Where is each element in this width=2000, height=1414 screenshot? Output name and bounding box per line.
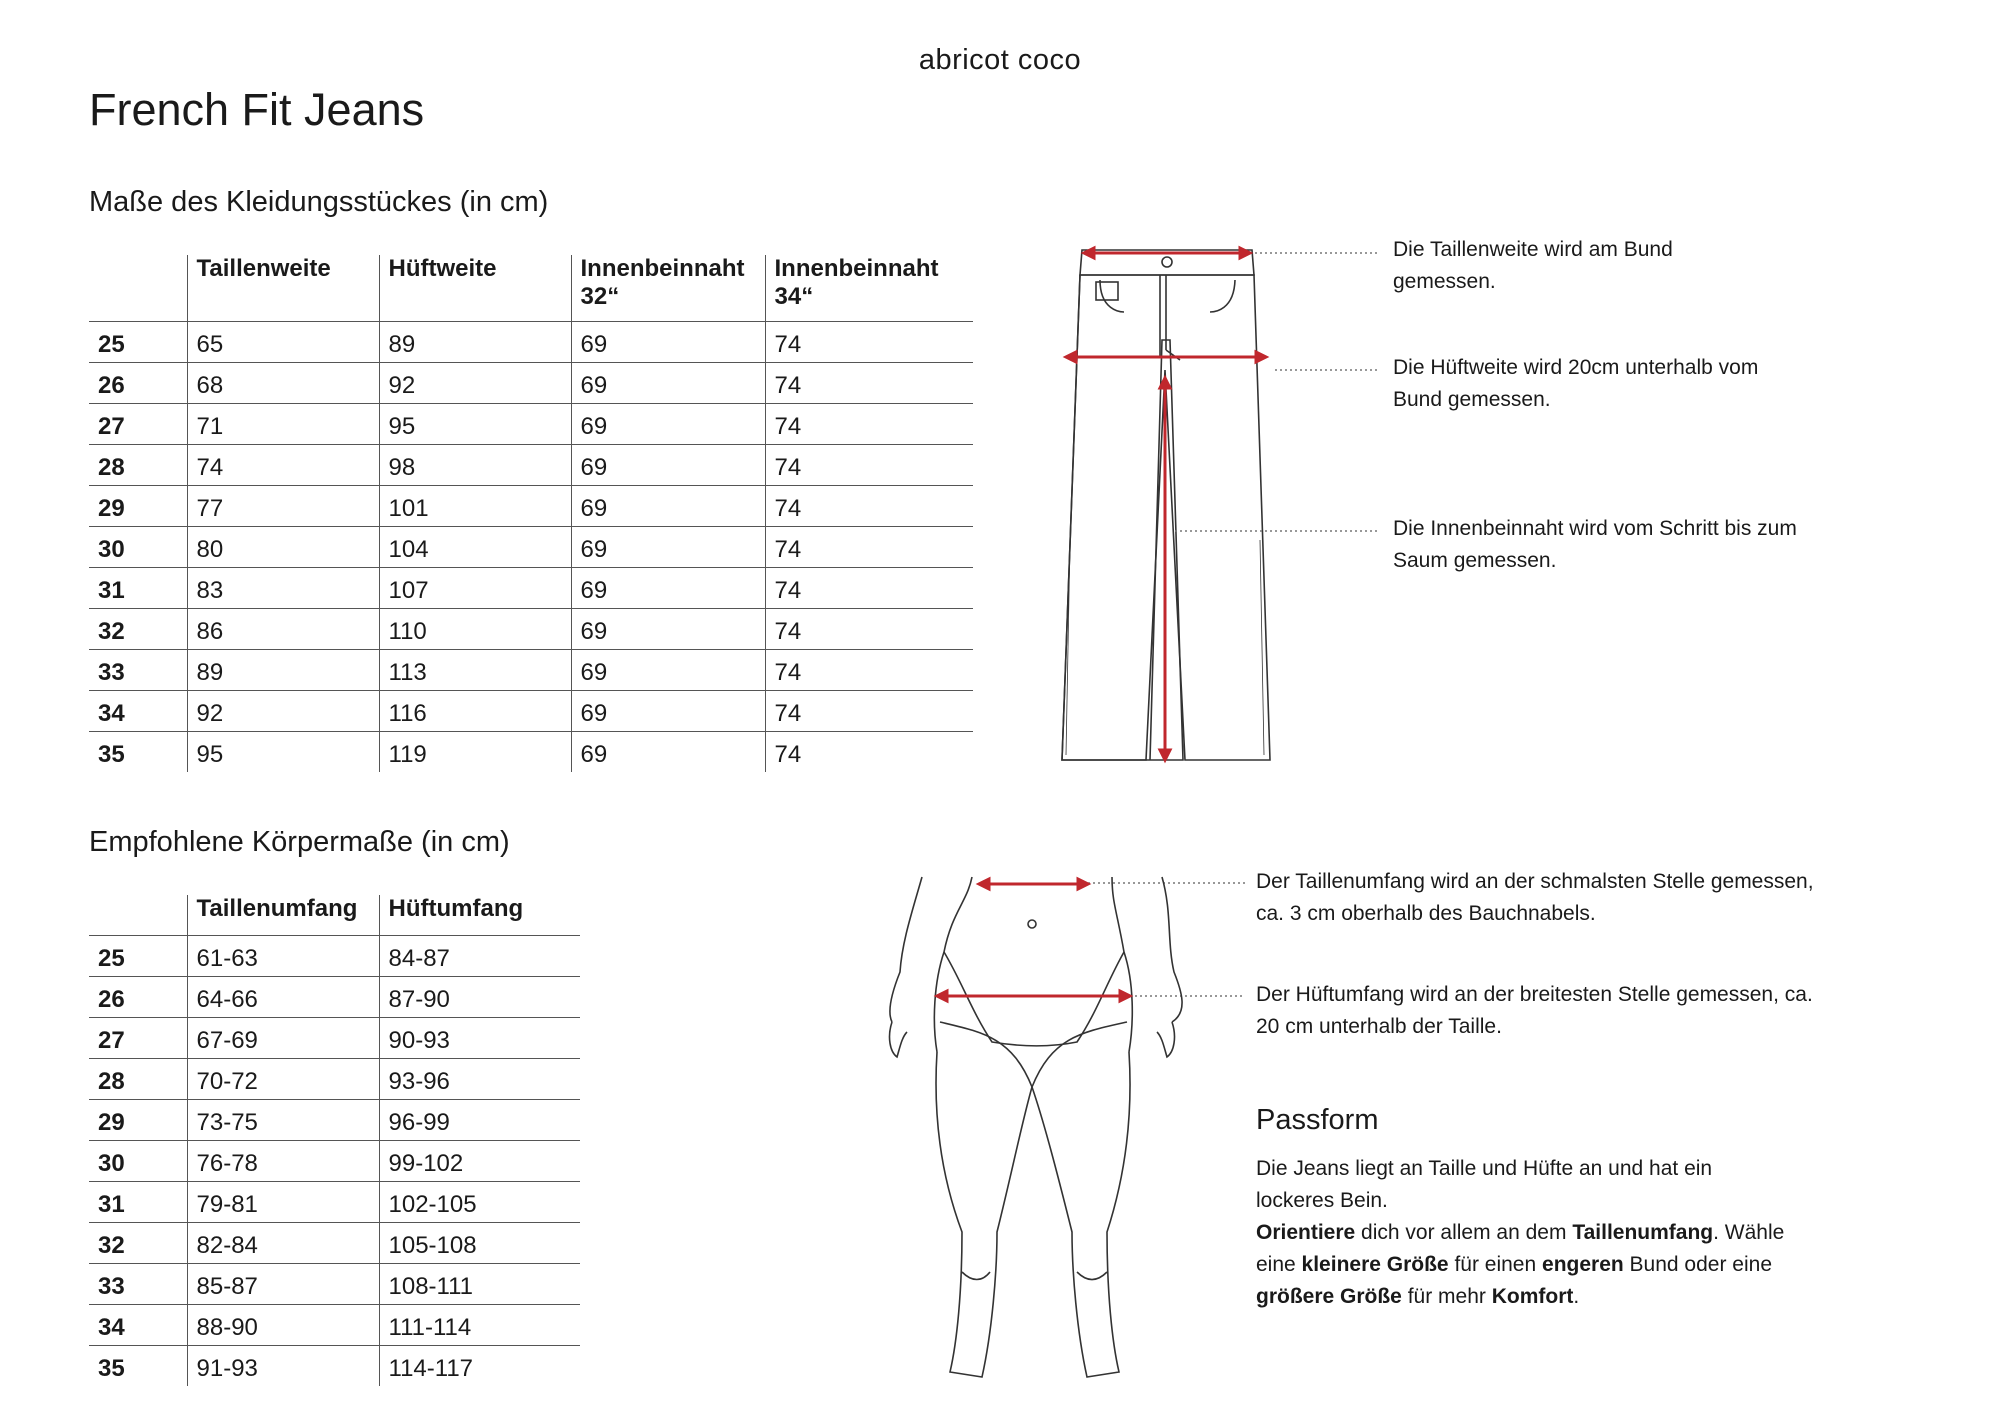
passform-fragment: Taillenumfang <box>1572 1221 1714 1244</box>
table-cell: 116 <box>379 690 571 731</box>
note-taillenweite: Die Taillenweite wird am Bund gemessen. <box>1393 238 1673 293</box>
size-label: 25 <box>89 935 187 976</box>
table-cell: 69 <box>571 567 765 608</box>
size-label: 26 <box>89 362 187 403</box>
table-cell: 85-87 <box>187 1263 379 1304</box>
passform-fragment: engeren <box>1542 1253 1624 1276</box>
size-label: 29 <box>89 485 187 526</box>
table-cell: 114-117 <box>379 1345 580 1386</box>
table-cell: 74 <box>765 485 973 526</box>
table-cell: 74 <box>765 526 973 567</box>
size-label: 26 <box>89 976 187 1017</box>
table-cell: 98 <box>379 444 571 485</box>
table-cell: 95 <box>187 731 379 772</box>
table-cell: 101 <box>379 485 571 526</box>
table-cell: 91-93 <box>187 1345 379 1386</box>
table-cell: 69 <box>571 485 765 526</box>
table-cell: 92 <box>379 362 571 403</box>
table-cell: 74 <box>765 321 973 362</box>
table-cell: 77 <box>187 485 379 526</box>
passform-fragment: kleinere Größe <box>1301 1253 1449 1276</box>
table-cell: 76-78 <box>187 1140 379 1181</box>
table-cell: 96-99 <box>379 1099 580 1140</box>
table-cell: 102-105 <box>379 1181 580 1222</box>
column-header: Innenbeinnaht 34“ <box>765 255 973 321</box>
table-cell: 74 <box>765 444 973 485</box>
table-cell: 107 <box>379 567 571 608</box>
passform-text-1: Die Jeans liegt an Taille und Hüfte an und hat ein lockeres Bein. <box>1256 1157 1713 1212</box>
note-hueftumfang: Der Hüftumfang wird an der breitesten Stelle gemessen, ca. 20 cm unterhalb der Taille. <box>1256 983 1813 1038</box>
size-label: 28 <box>89 1058 187 1099</box>
table-cell: 71 <box>187 403 379 444</box>
table-cell: 74 <box>765 649 973 690</box>
table-cell: 105-108 <box>379 1222 580 1263</box>
passform-fragment: dich vor allem an dem <box>1355 1221 1573 1244</box>
note-taillenumfang: Der Taillenumfang wird an der schmalsten Stelle gemessen, ca. 3 cm oberhalb des Bauchnabels. <box>1256 870 1814 925</box>
table-cell: 82-84 <box>187 1222 379 1263</box>
table-cell: 92 <box>187 690 379 731</box>
table-cell: 80 <box>187 526 379 567</box>
table-cell: 74 <box>765 403 973 444</box>
column-header: Taillenumfang <box>187 895 379 935</box>
garment-heading: Maße des Kleidungsstückes (in cm) <box>89 186 549 218</box>
size-label: 30 <box>89 1140 187 1181</box>
table-cell: 110 <box>379 608 571 649</box>
size-label: 35 <box>89 1345 187 1386</box>
passform-fragment: größere Größe <box>1256 1285 1402 1308</box>
note-hueftweite: Die Hüftweite wird 20cm unterhalb vom Bund gemessen. <box>1393 356 1759 411</box>
table-cell: 68 <box>187 362 379 403</box>
table-cell: 65 <box>187 321 379 362</box>
table-cell: 111-114 <box>379 1304 580 1345</box>
passform-fragment: . <box>1573 1285 1580 1308</box>
size-label: 27 <box>89 1017 187 1058</box>
column-header: Hüftumfang <box>379 895 580 935</box>
size-label: 25 <box>89 321 187 362</box>
passform-fragment: für mehr <box>1401 1285 1492 1308</box>
column-header: Taillenweite <box>187 255 379 321</box>
size-label: 31 <box>89 1181 187 1222</box>
table-cell: 61-63 <box>187 935 379 976</box>
table-cell: 69 <box>571 362 765 403</box>
size-label: 34 <box>89 690 187 731</box>
size-label: 35 <box>89 731 187 772</box>
table-cell: 79-81 <box>187 1181 379 1222</box>
table-cell: 69 <box>571 444 765 485</box>
size-label: 34 <box>89 1304 187 1345</box>
table-cell: 87-90 <box>379 976 580 1017</box>
passform-text-2 <box>1256 1217 1796 1313</box>
table-cell: 70-72 <box>187 1058 379 1099</box>
table-cell: 119 <box>379 731 571 772</box>
size-label: 32 <box>89 1222 187 1263</box>
table-cell: 69 <box>571 608 765 649</box>
table-cell: 108-111 <box>379 1263 580 1304</box>
table-cell: 69 <box>571 649 765 690</box>
size-label: 33 <box>89 649 187 690</box>
table-cell: 73-75 <box>187 1099 379 1140</box>
table-cell: 104 <box>379 526 571 567</box>
table-cell: 67-69 <box>187 1017 379 1058</box>
passform-fragment: Komfort <box>1491 1285 1574 1308</box>
table-cell: 74 <box>765 690 973 731</box>
size-label: 29 <box>89 1099 187 1140</box>
table-cell: 74 <box>765 362 973 403</box>
table-cell: 84-87 <box>379 935 580 976</box>
passform-fragment: Orientiere <box>1256 1221 1356 1244</box>
table-cell: 74 <box>765 608 973 649</box>
table-cell: 74 <box>765 731 973 772</box>
table-cell: 83 <box>187 567 379 608</box>
size-label: 27 <box>89 403 187 444</box>
table-cell: 69 <box>571 690 765 731</box>
size-label: 33 <box>89 1263 187 1304</box>
size-label: 32 <box>89 608 187 649</box>
note-innenbeinnaht: Die Innenbeinnaht wird vom Schritt bis zum Saum gemessen. <box>1393 517 1797 572</box>
passform-heading: Passform <box>1256 1104 1379 1136</box>
table-cell: 113 <box>379 649 571 690</box>
table-cell: 74 <box>187 444 379 485</box>
body-illustration <box>872 872 1192 1392</box>
table-cell: 69 <box>571 321 765 362</box>
table-cell: 69 <box>571 526 765 567</box>
brand-logo: abricot coco <box>918 44 1082 76</box>
table-cell: 89 <box>379 321 571 362</box>
table-cell: 99-102 <box>379 1140 580 1181</box>
passform-fragment: Bund oder eine <box>1623 1253 1773 1276</box>
table-cell: 86 <box>187 608 379 649</box>
table-cell: 69 <box>571 403 765 444</box>
table-cell: 69 <box>571 731 765 772</box>
size-label: 30 <box>89 526 187 567</box>
column-header: Innenbeinnaht 32“ <box>571 255 765 321</box>
size-label: 28 <box>89 444 187 485</box>
table-cell: 93-96 <box>379 1058 580 1099</box>
body-heading: Empfohlene Körpermaße (in cm) <box>89 826 510 858</box>
passform-fragment: . Wähle eine <box>1256 1221 1785 1276</box>
passform-fragment: für einen <box>1448 1253 1543 1276</box>
size-label: 31 <box>89 567 187 608</box>
page-title: French Fit Jeans <box>89 84 425 135</box>
table-cell: 64-66 <box>187 976 379 1017</box>
table-cell: 88-90 <box>187 1304 379 1345</box>
column-header: Hüftweite <box>379 255 571 321</box>
table-cell: 89 <box>187 649 379 690</box>
table-cell: 74 <box>765 567 973 608</box>
table-cell: 95 <box>379 403 571 444</box>
table-cell: 90-93 <box>379 1017 580 1058</box>
